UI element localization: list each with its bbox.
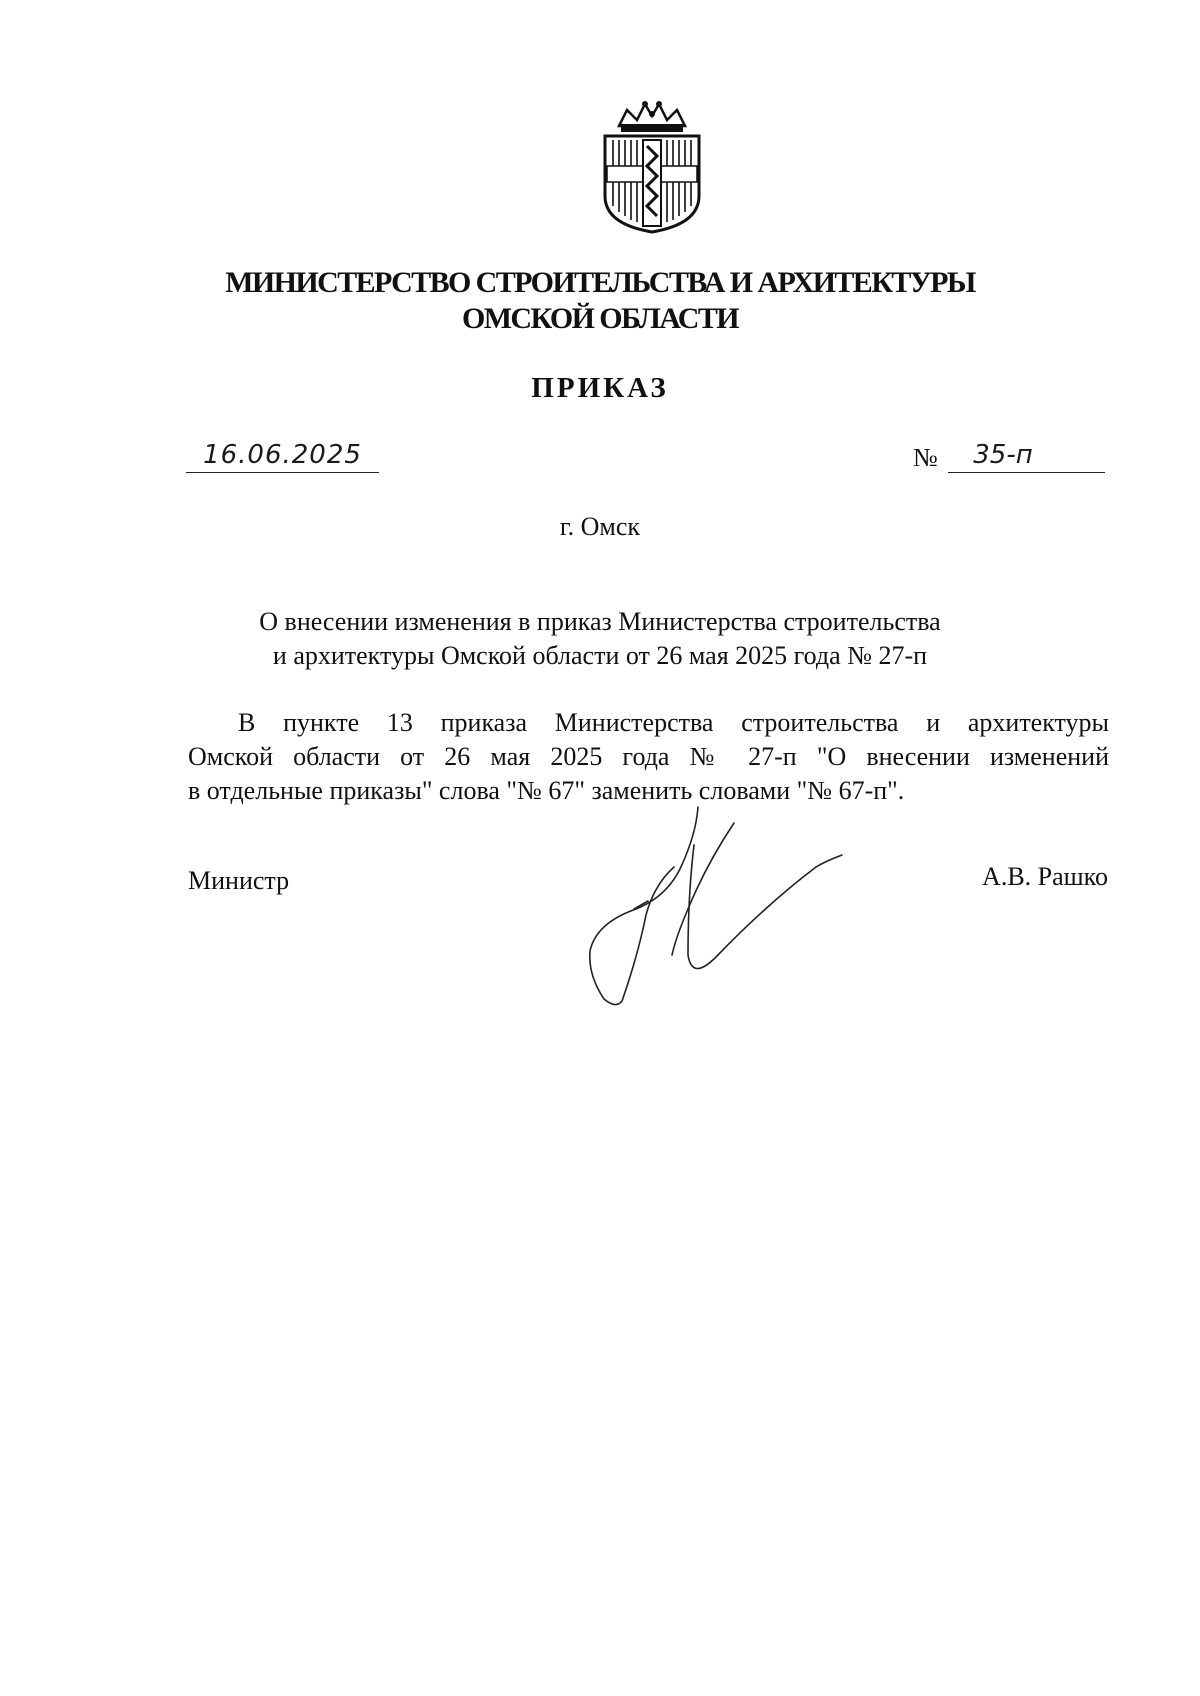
signature-icon [576,805,846,1010]
number-underline [948,472,1105,473]
order-date: 16.06.2025 [203,440,362,470]
body-line3: в отдельные приказы" слова "№ 67" заменить словами "№ 67-п". [188,776,905,805]
document-type: ПРИКАЗ [531,372,669,404]
subject-line1: О внесении изменения в приказ Министерства строительства [259,607,941,636]
signatory-title: Министр [188,866,290,895]
number-label: № [913,443,938,472]
city: г. Омск [559,512,641,541]
coat-of-arms-icon [597,96,707,236]
order-number: 35-п [973,440,1033,470]
body-line2: Омской области от 26 мая 2025 года № 27-п "О внесении изменений [188,742,1109,771]
signatory-name: А.В. Рашко [982,862,1108,891]
date-underline [186,472,379,473]
subject-line2: и архитектуры Омской области от 26 мая 2025 года № 27-п [272,641,928,670]
ministry-name-line2: ОМСКОЙ ОБЛАСТИ [461,302,739,335]
body-line1: В пункте 13 приказа Министерства строительства и архитектуры [238,708,1109,737]
ministry-name-line1: МИНИСТЕРСТВО СТРОИТЕЛЬСТВА И АРХИТЕКТУРЫ [225,266,975,299]
